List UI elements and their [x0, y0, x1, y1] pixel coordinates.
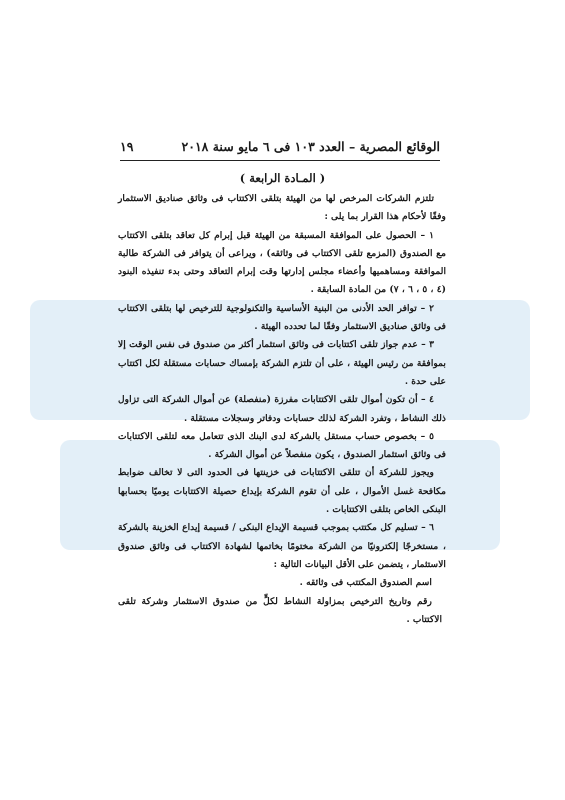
list-item: ١ – الحصول على الموافقة المسبقة من الهيئة قبل إبرام كل تعاقد بتلقى الاكتتاب مع الصندوق (المزمع تلقى الاكتتاب فى وثائقه) ، ويراعى أن يتوافر فى الشركة طالبة الموافقة ومساهميها وأعضاء مجلس إدارتها وقت إبرام التعاقد وحتى بدء تنفيذه البنود (٤ ، ٥ ، ٦ ، ٧) من المادة السابقة .: [118, 229, 446, 296]
document-body: [118, 190, 446, 629]
page-number: ١٩: [120, 138, 134, 154]
list-item: ٥ – بخصوص حساب مستقل بالشركة لدى البنك الذى تتعامل معه لتلقى الاكتتابات فى وثائق استثمار الصندوق ، يكون منفصلاً عن أموال الشركة .: [118, 430, 446, 461]
page-header: [120, 133, 440, 159]
paragraph: ويجوز للشركة أن تتلقى الاكتتابات فى خزينتها فى الحدود التى لا تخالف ضوابط مكافحة غسل الأموال ، على أن تقوم الشركة بإيداع حصيلة الاكتتابات يوميًا بحسابها البنكى الخاص بتلقى الاكتتابات .: [118, 467, 446, 516]
list-item: ٢ – توافر الحد الأدنى من البنية الأساسية والتكنولوجية للترخيص لها بتلقى الاكتتاب فى وثائق صناديق الاستثمار وفقًا لما تحدده الهيئة .: [118, 302, 446, 333]
sub-item: رقم وتاريخ الترخيص بمزاولة النشاط لكلٍّ من صندوق الاستثمار وشركة تلقى الاكتتاب .: [118, 595, 442, 625]
list-item: ٦ – تسليم كل مكتتب بموجب قسيمة الإيداع البنكى / قسيمة إيداع الخزينة بالشركة ، مستخرجًا إلكترونيًا من الشركة مختومًا بخاتمها لشهادة الاكتتاب فى وثائق صندوق الاستثمار ، يتضمن على الأقل البيانات التالية :: [118, 522, 446, 570]
publication-title: الوقائع المصرية – العدد ١٠٣ فى ٦ مايو سنة ٢٠١٨: [181, 138, 440, 154]
list-item: ٣ – عدم جواز تلقى اكتتابات فى وثائق استثمار أكثر من صندوق فى نفس الوقت إلا بموافقة من رئيس الهيئة ، على أن تلتزم الشركة بإمساك حسابات مستقلة لكل اكتتاب على حدة .: [118, 339, 446, 387]
intro-paragraph: تلتزم الشركات المرخص لها من الهيئة بتلقى الاكتتاب فى وثائق صناديق الاستثمار وفقًا لأحكام هذا القرار بما يلى :: [118, 193, 446, 223]
sub-item: اسم الصندوق المكتتب فى وثائقه .: [299, 577, 432, 589]
header-divider: [120, 160, 440, 161]
section-title: ( المـادة الرابعة ): [239, 171, 326, 185]
list-item: ٤ – أن تكون أموال تلقى الاكتتابات مفرزة (منفصلة) عن أموال الشركة التى تزاول ذلك النشاط ، وتفرد الشركة لذلك حسابات ودفاتر وسجلات مستقلة .: [118, 394, 446, 424]
